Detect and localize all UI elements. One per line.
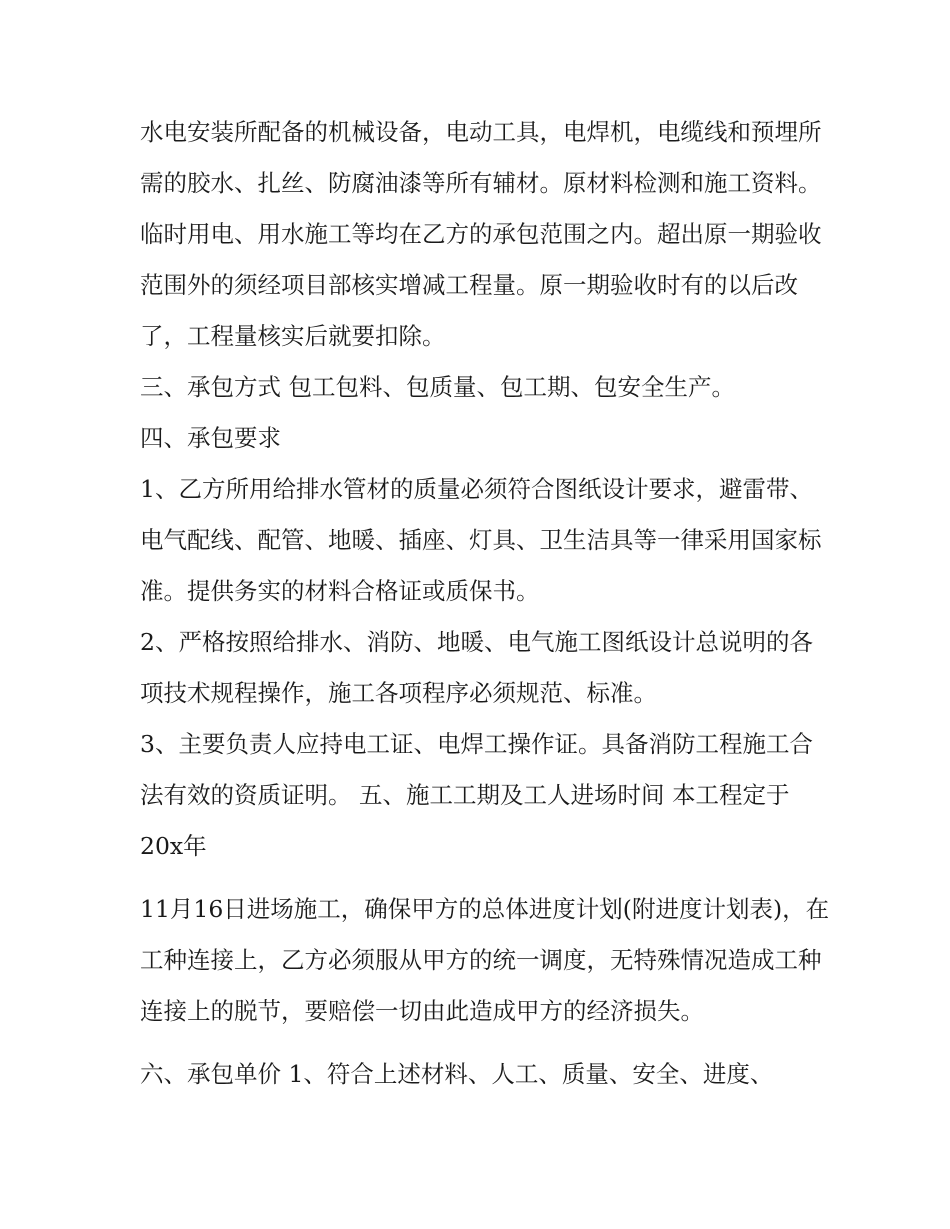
paragraph-unit-price: 六、承包单价 1、符合上述材料、人工、质量、安全、进度、 [140, 1060, 774, 1088]
paragraph-requirement-1: 1、乙方所用给排水管材的质量必须符合图纸设计要求，避雷带、电气配线、配管、地暖、插座、灯具、卫生洁具等一律采用国家标准。提供务实的材料合格证或质保书。 [140, 475, 822, 605]
paragraph-requirement-2: 2、严格按照给排水、消防、地暖、电气施工图纸设计总说明的各项技术规程操作，施工各项程序必须规范、标准。 [140, 628, 813, 707]
document-page [140, 107, 830, 1100]
paragraph-contract-method: 三、承包方式 包工包料、包质量、包工期、包安全生产。 [140, 373, 735, 401]
paragraph-schedule: 11月16日进场施工，确保甲方的总体进度计划(附进度计划表)，在工种连接上，乙方必须服从甲方的统一调度，无特殊情况造成工种连接上的脱节，要赔偿一切由此造成甲方的经济损失。 [140, 895, 830, 1025]
paragraph-requirements-heading: 四、承包要求 [140, 424, 281, 452]
paragraph-requirement-3: 3、主要负责人应持电工证、电焊工操作证。具备消防工程施工合法有效的资质证明。 五、施工工期及工人进场时间 本工程定于20x年 [140, 730, 813, 860]
paragraph-scope: 水电安装所配备的机械设备，电动工具，电焊机，电缆线和预埋所需的胶水、扎丝、防腐油漆等所有辅材。原材料检测和施工资料。临时用电、用水施工等均在乙方的承包范围之内。超出原一期验收范围外的须经项目部核实增减工程量。原一期验收时有的以后改了，工程量核实后就要扣除。 [140, 118, 822, 350]
